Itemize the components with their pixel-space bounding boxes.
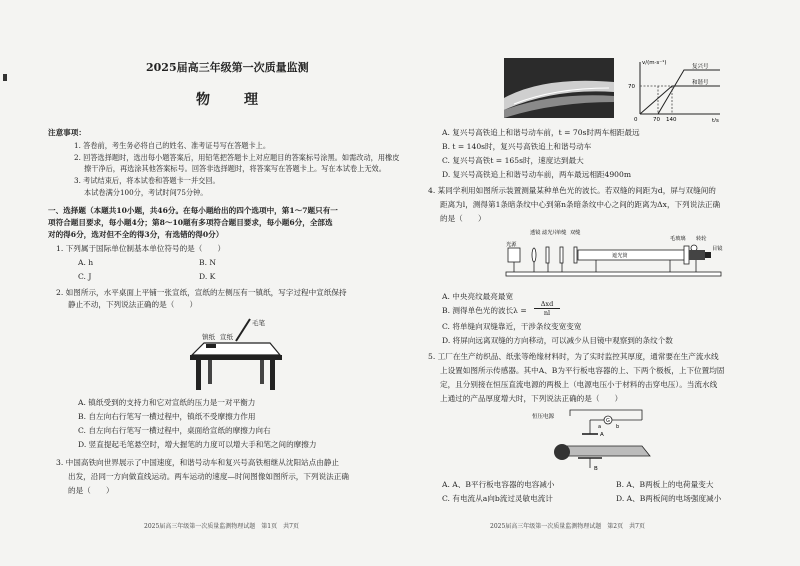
q1-option-d: D. K (199, 272, 216, 281)
q4-stem: 距离为l，测得第1条暗条纹中心到第n条暗条纹中心之间的距离为Δx，下列说法正确 (440, 200, 721, 209)
apparatus-label: 透镜 (530, 230, 541, 236)
notice-item: 1. 答卷前，考生务必将自己的姓名、准考证号写在答题卡上。 (74, 141, 271, 150)
q1-option-a: A. h (78, 258, 94, 267)
q5-option-a: A. A、B平行板电容器的电容减小 (442, 480, 555, 489)
apparatus-label: 目镜 (712, 246, 723, 252)
q2-option-c: C. 自左向右行笔写一横过程中，桌面给宣纸的摩擦力向右 (78, 426, 271, 435)
x-axis-label: t/s (712, 118, 719, 122)
frosted-glass-icon (684, 246, 689, 264)
q5-stem: 定，且分别接在恒压直流电源的两极上（电源电压小于材料的击穿电压）。当流水线 (440, 380, 718, 389)
q2-stem: 2. 如图所示，水平桌面上平铺一张宣纸，宣纸的左侧压有一镇纸，写字过程中宣纸保持 (56, 288, 347, 297)
section-heading: 一、选择题（本题共10小题，共46分。在每小题给出的四个选项中，第1～7题只有一 (48, 206, 338, 215)
q4-interference-apparatus (500, 228, 740, 288)
q1-option-b: B. N (199, 258, 217, 267)
q5-stem: 上设置如图所示传感器。其中A、B为平行板电容器的上、下两个极板，上下位置均固 (440, 366, 725, 375)
q3-option-b: B. t = 140s时，复兴号高铁追上和谐号动车 (442, 142, 592, 151)
q2-desk-figure (184, 315, 284, 395)
q2-option-b: B. 自左向右行笔写一横过程中，镇纸不受摩擦力作用 (78, 412, 256, 421)
series-line-hexie (640, 86, 720, 114)
wavelength-formula (534, 300, 560, 317)
apparatus-label: 遮光筒 (612, 253, 628, 259)
q2-stem: 静止不动，下列说法正确的是（ ） (68, 300, 198, 309)
train-photo (504, 58, 614, 118)
q4-option-a: A. 中央亮纹最亮最宽 (442, 292, 514, 301)
apparatus-label: 转轮 (696, 236, 707, 242)
apparatus-label: 光源 (506, 242, 517, 248)
q5-stem: 5. 工厂在生产纺织品、纸张等绝缘材料时，为了实时监控其厚度，通常要在生产流水线 (428, 352, 719, 361)
plate-b-label: B (594, 466, 598, 472)
desk-leg (208, 360, 212, 384)
notice-item: 3. 考试结束后，将本试卷和答题卡一并交回。 (74, 176, 220, 185)
subject-title: 物 理 (196, 92, 268, 108)
legend-hexie: 和谐号 (692, 80, 709, 86)
roller-icon (554, 444, 570, 460)
q4-option-b: B. 测得单色光的波长λ = (442, 306, 527, 315)
legend-fuxing: 复兴号 (692, 64, 709, 70)
q5-option-c: C. 有电流从a向b流过灵敏电流计 (442, 494, 553, 503)
notice-item: 2. 回答选择题时，选出每小题答案后，用铅笔把答题卡上对应题目的答案标号涂黑。如需改动，用橡皮 (74, 153, 400, 162)
y-axis-label: v/(m·s⁻¹) (642, 60, 667, 66)
apparatus-label: 滤光片 (542, 230, 558, 236)
q4-stem: 4. 某同学利用如图所示装置测量某种单色光的波长。若双缝的间距为d，屏与双缝间的 (428, 186, 716, 195)
q4-option-d: D. 将屏向远离双缝的方向移动，可以减少从目镜中观察到的条纹个数 (442, 336, 673, 345)
q4-option-c: C. 将单缝向双缝靠近，干涉条纹变宽变宽 (442, 322, 582, 331)
q5-option-b: B. A、B两板上的电荷量变大 (616, 480, 714, 489)
paperweight-icon (206, 344, 216, 348)
q3-option-d: D. 复兴号高铁追上和谐号动车前，两车最远相距4900m (442, 170, 632, 179)
series-line-fuxing (658, 70, 720, 114)
filter-icon (546, 247, 549, 263)
q3-stem: 的是（ ） (68, 486, 114, 495)
eyepiece-body (689, 250, 705, 260)
desk-top (192, 343, 280, 355)
notice-item: 擦干净后，再选涂其他答案标号。回答非选择题时，将答案写在答题卡上。写在本试卷上无效。 (84, 164, 386, 173)
desk-leg (270, 360, 275, 390)
y-tick: 70 (628, 84, 635, 90)
q1-stem: 1. 下列属于国际单位制基本单位符号的是（ ） (56, 244, 226, 253)
paperweight-label: 镇纸 (202, 333, 215, 341)
exam-title: 2025届高三年级第一次质量监测 (146, 61, 309, 74)
notice-item: 本试卷满分100分，考试时间75分钟。 (84, 188, 208, 197)
node-a-label: a (598, 424, 602, 430)
apparatus-label: 单缝 (556, 230, 567, 236)
q5-option-d: D. A、B两板间的电场强度减小 (616, 494, 722, 503)
desk-edge (190, 355, 282, 360)
scan-mark (3, 74, 7, 81)
optical-bench (506, 272, 721, 276)
apparatus-label: 毛玻璃 (670, 236, 686, 242)
brush-icon (236, 319, 250, 341)
x-tick: 140 (666, 117, 677, 122)
q4-stem: 的是（ ） (440, 214, 486, 223)
notice-heading: 注意事项： (48, 128, 86, 137)
light-source-icon (508, 248, 520, 262)
formula-denominator: nl (543, 309, 551, 317)
q3-option-a: A. 复兴号高铁追上和谐号动车前，t = 70s时两车相距最远 (442, 128, 640, 137)
product-sheet (560, 446, 650, 456)
rice-paper-label: 宣纸 (220, 333, 233, 341)
q1-option-c: C. J (78, 272, 92, 281)
double-slit-icon (574, 247, 577, 263)
x-tick: 0 (634, 117, 638, 122)
section-heading: 项符合题目要求，每小题4分；第8～10题有多项符合题目要求，每小题6分，全部选 (48, 218, 333, 227)
power-source-label: 恒压电源 (532, 414, 555, 420)
q2-option-a: A. 镇纸受到的支持力和它对宣纸的压力是一对平衡力 (78, 398, 256, 407)
page-2 (420, 0, 785, 566)
q3-option-c: C. 复兴号高铁t = 165s时，速度达到最大 (442, 156, 584, 165)
page-1 (44, 0, 400, 566)
formula-numerator: Δxd (534, 300, 560, 309)
light-tube (578, 250, 688, 260)
brush-label: 毛笔 (252, 319, 265, 327)
footer-left: 2025届高三年级第一次质量监测物理试题 第1页 共7页 (144, 523, 299, 530)
eyepiece-icon (705, 252, 711, 258)
section-heading: 对的得6分，选对但不全的得3分，有选错的得0分） (48, 230, 224, 239)
lens-icon (532, 248, 536, 262)
plate-a-label: A (600, 432, 604, 438)
desk-leg (196, 360, 201, 390)
q5-sensor-figure (530, 406, 680, 472)
apparatus-label: 双缝 (570, 230, 581, 236)
x-tick: 70 (653, 117, 660, 122)
desk-leg (260, 360, 264, 384)
galvanometer-label: G (606, 418, 610, 424)
q2-option-d: D. 竖直提起毛笔悬空时，增大握笔的力度可以增大手和笔之间的摩擦力 (78, 440, 317, 449)
q3-stem: 出发，沿同一方向做直线运动。两车运动的速度—时间图像如图所示，下列说法正确 (68, 472, 349, 481)
q3-stem: 3. 中国高铁向世界展示了中国速度，和谐号动车和复兴号高铁相继从沈阳站点由静止 (56, 458, 340, 467)
footer-right: 2025届高三年级第一次质量监测物理试题 第2页 共7页 (490, 523, 645, 530)
node-b-label: b (616, 424, 620, 430)
single-slit-icon (560, 247, 563, 263)
q5-stem: 上通过的产品厚度增大时，下列说法正确的是（ ） (440, 394, 623, 403)
q3-vt-graph (620, 56, 730, 122)
